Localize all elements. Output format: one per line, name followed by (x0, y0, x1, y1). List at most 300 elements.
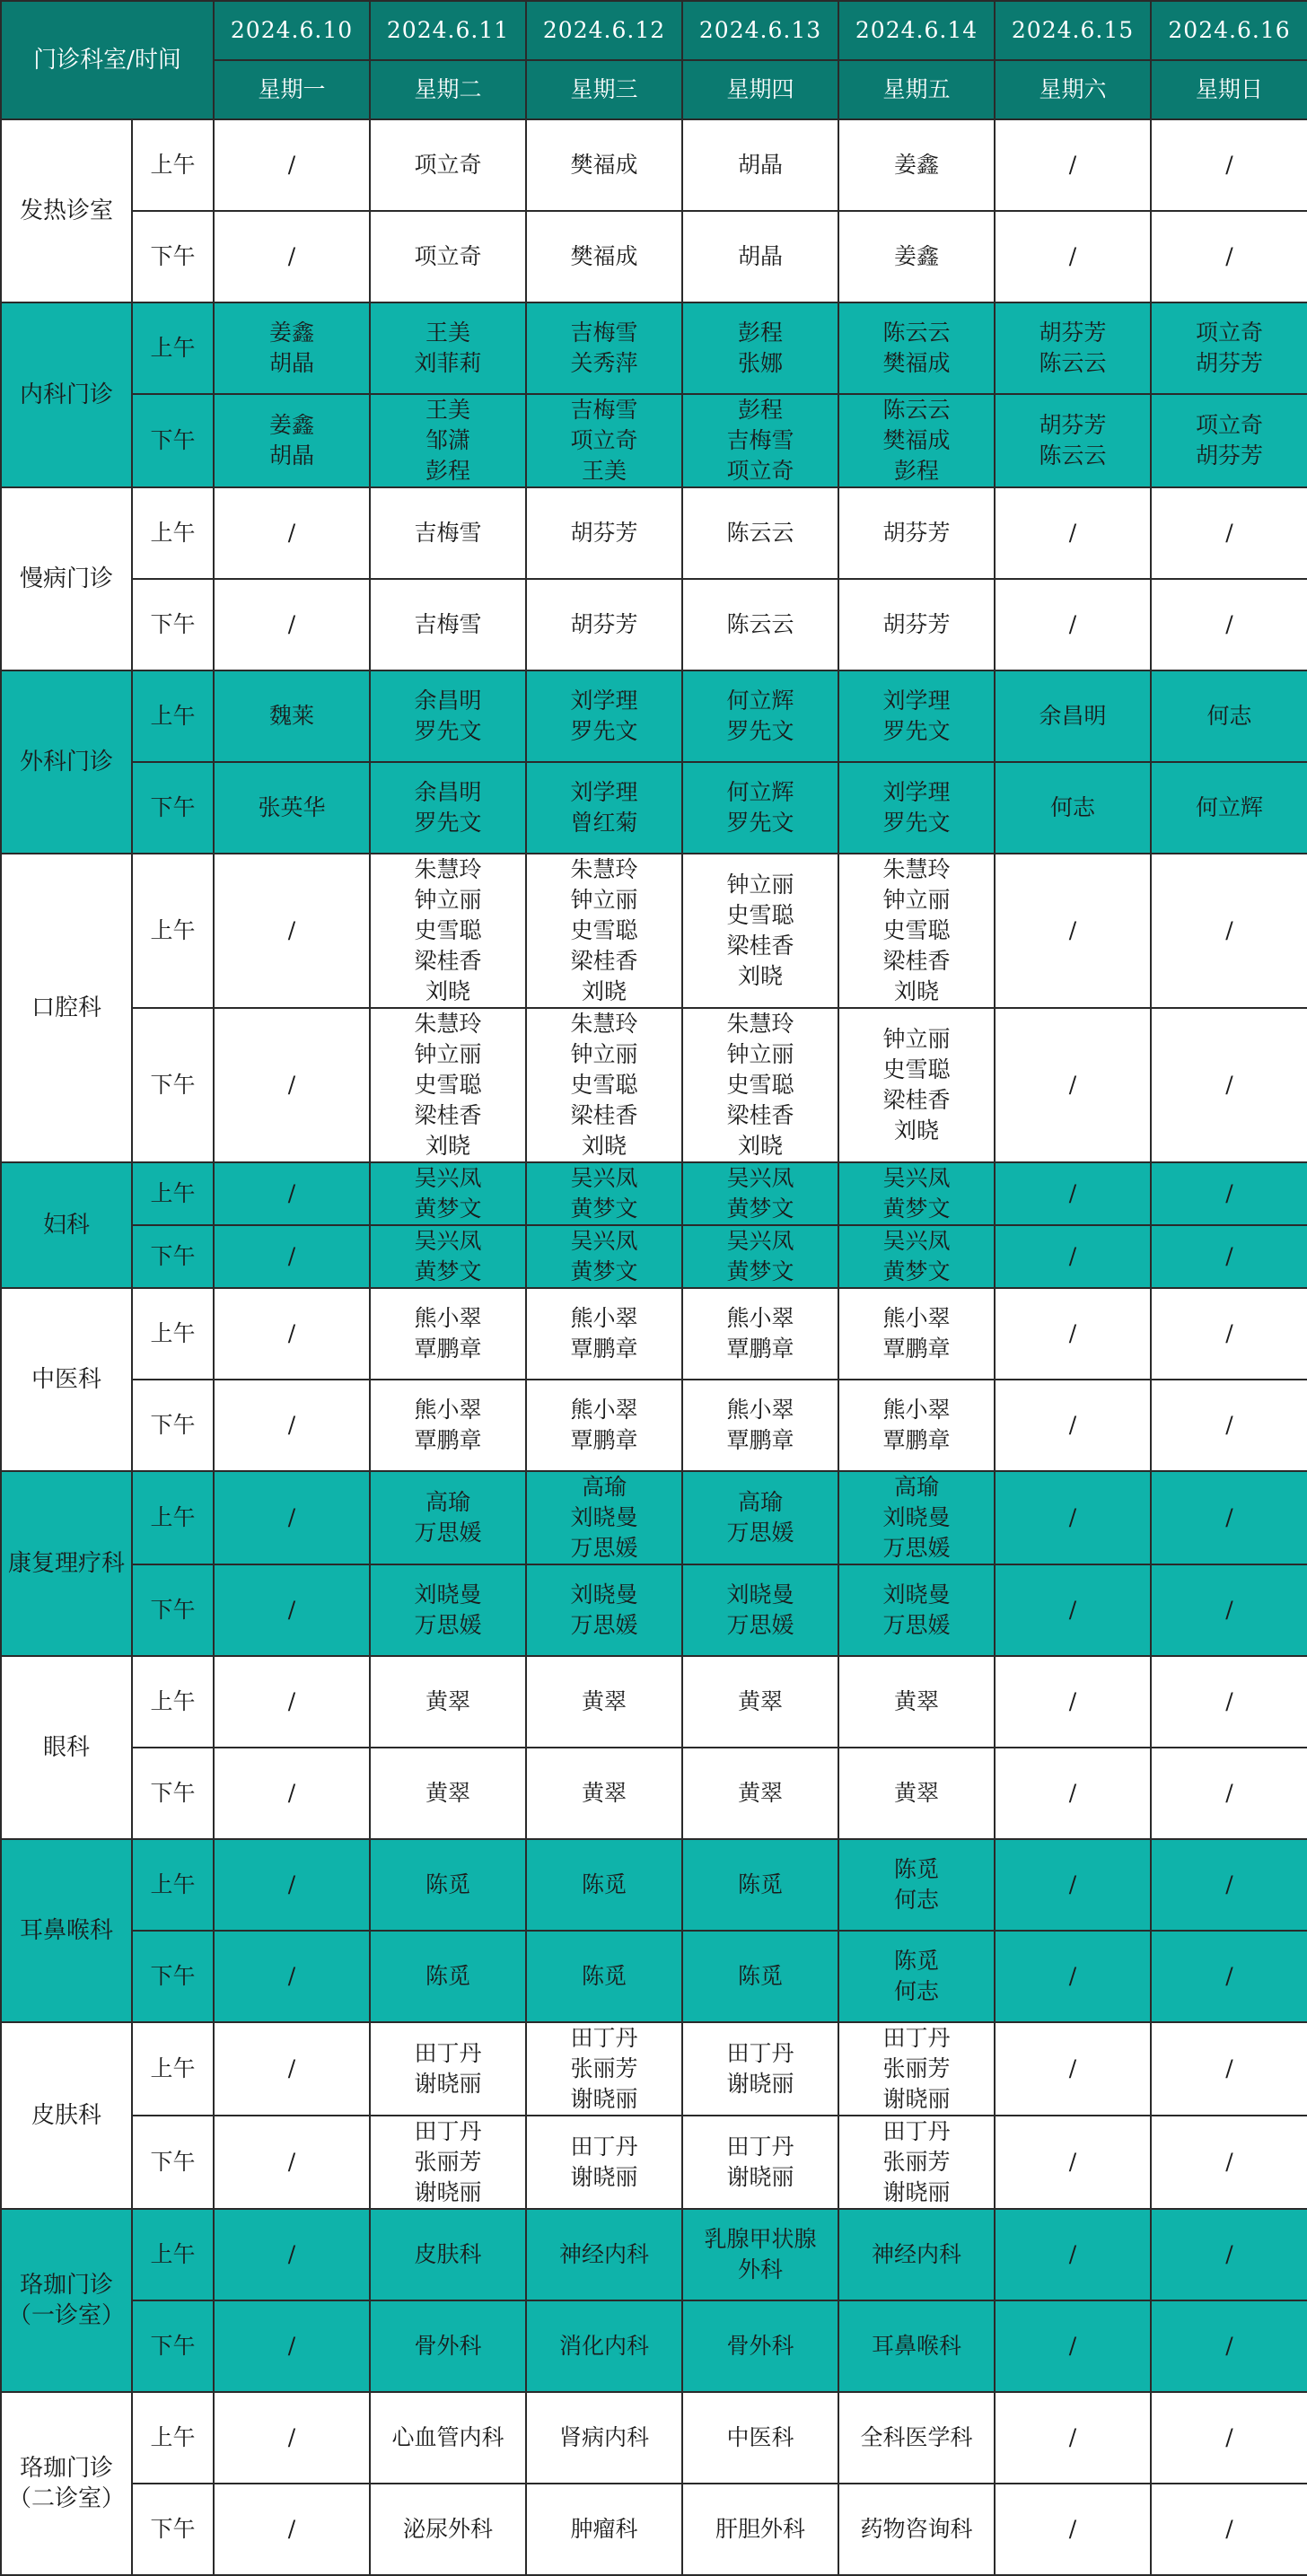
duty-entry: 吉梅雪 (414, 611, 482, 637)
duty-entry: 谢晓丽 (882, 2086, 951, 2112)
duty-entry: 覃鹏章 (570, 1336, 638, 1362)
department-name: 皮肤科 (1, 2022, 132, 2209)
period-label: 下午 (132, 2484, 214, 2575)
duty-entry: 张丽芳 (570, 2055, 638, 2081)
department-name: 康复理疗科 (1, 1471, 132, 1656)
duty-entry: 曾红菊 (570, 810, 638, 836)
duty-entry: 樊福成 (570, 243, 638, 269)
duty-entry: 何立辉 (726, 779, 794, 805)
duty-entry: 肝胆外科 (715, 2516, 806, 2542)
schedule-row (1, 119, 1307, 211)
duty-entry: 谢晓丽 (414, 2071, 482, 2097)
period-label: 上午 (132, 854, 214, 1008)
schedule-row (1, 2116, 1307, 2209)
period-label: 下午 (132, 1008, 214, 1162)
duty-cell (682, 211, 838, 302)
duty-entry: 吉梅雪 (570, 320, 638, 346)
duty-cell (838, 1288, 995, 1380)
duty-entry: 乳腺甲状腺 (704, 2226, 817, 2252)
duty-cell (995, 119, 1151, 211)
duty-entry: 刘晓 (582, 1133, 627, 1159)
duty-entry: / (287, 1243, 296, 1269)
duty-entry: 泌尿外科 (403, 2516, 494, 2542)
duty-cell (1151, 1748, 1307, 1839)
duty-cell (995, 762, 1151, 854)
duty-entry: 何立辉 (726, 688, 794, 714)
schedule-row (1, 302, 1307, 394)
duty-entry: 黄翠 (425, 1688, 471, 1714)
duty-entry: 陈觅 (425, 1963, 471, 1989)
duty-entry: 熊小翠 (570, 1397, 638, 1423)
duty-cell (838, 1162, 995, 1225)
duty-cell (682, 119, 838, 211)
duty-entry: 张丽芳 (882, 2149, 951, 2175)
period-label: 下午 (132, 1225, 214, 1288)
duty-cell (370, 211, 526, 302)
duty-cell (214, 670, 370, 762)
duty-entry: 陈云云 (1039, 442, 1107, 469)
duty-cell (526, 2022, 682, 2116)
duty-entry: 覃鹏章 (882, 1336, 951, 1362)
schedule-row (1, 579, 1307, 670)
duty-entry: 万思媛 (726, 1612, 794, 1638)
duty-entry: 姜鑫 (269, 412, 315, 438)
date-header: 2024.6.15 (995, 1, 1151, 60)
duty-entry: 史雪聪 (726, 902, 794, 928)
duty-cell (526, 1748, 682, 1839)
duty-entry: 高瑜 (738, 1489, 784, 1515)
duty-cell (1151, 1656, 1307, 1748)
duty-cell (995, 670, 1151, 762)
duty-cell (370, 487, 526, 579)
duty-entry: 刘学理 (882, 779, 951, 805)
duty-cell (370, 2209, 526, 2300)
period-label: 上午 (132, 1288, 214, 1380)
duty-entry: / (1068, 1412, 1077, 1438)
duty-entry: 钟立丽 (726, 872, 794, 898)
duty-cell (214, 2022, 370, 2116)
duty-entry: 吉梅雪 (414, 520, 482, 546)
duty-entry: 钟立丽 (882, 887, 951, 913)
period-label: 上午 (132, 1162, 214, 1225)
department-name: 眼科 (1, 1656, 132, 1839)
duty-cell (214, 1008, 370, 1162)
duty-entry: 熊小翠 (414, 1397, 482, 1423)
duty-entry: 黄梦文 (414, 1196, 482, 1222)
schedule-row (1, 1931, 1307, 2022)
duty-entry: / (287, 2516, 296, 2542)
period-label: 下午 (132, 394, 214, 487)
duty-cell (682, 1839, 838, 1931)
duty-entry: 黄梦文 (414, 1258, 482, 1284)
duty-entry: / (1068, 611, 1077, 637)
duty-entry: 陈云云 (1039, 350, 1107, 376)
duty-cell (682, 1288, 838, 1380)
duty-cell (682, 2392, 838, 2484)
duty-entry: 胡晶 (738, 243, 784, 269)
duty-cell (838, 211, 995, 302)
duty-cell (370, 2392, 526, 2484)
schedule-row (1, 487, 1307, 579)
duty-cell (214, 211, 370, 302)
department-name: 珞珈门诊（一诊室） (1, 2209, 132, 2392)
duty-entry: / (287, 1963, 296, 1989)
duty-entry: 肿瘤科 (570, 2516, 638, 2542)
duty-cell (526, 762, 682, 854)
date-header: 2024.6.10 (214, 1, 370, 60)
duty-cell (214, 487, 370, 579)
period-label: 上午 (132, 1656, 214, 1748)
schedule-row (1, 1471, 1307, 1564)
duty-entry: / (287, 1320, 296, 1346)
duty-cell (1151, 1564, 1307, 1656)
duty-entry: 梁桂香 (726, 1102, 794, 1128)
schedule-row (1, 1380, 1307, 1471)
duty-entry: 朱慧玲 (414, 856, 482, 882)
schedule-row (1, 1288, 1307, 1380)
schedule-row (1, 394, 1307, 487)
duty-cell (526, 2300, 682, 2392)
duty-entry: 何志 (894, 1978, 940, 2004)
duty-entry: 黄翠 (582, 1688, 627, 1714)
duty-cell (214, 2300, 370, 2392)
schedule-row (1, 1564, 1307, 1656)
duty-cell (995, 2116, 1151, 2209)
duty-entry: 陈云云 (882, 397, 951, 423)
duty-entry: 黄梦文 (570, 1196, 638, 1222)
duty-entry: 钟立丽 (570, 887, 638, 913)
duty-entry: 万思媛 (882, 1535, 951, 1561)
duty-cell (995, 302, 1151, 394)
duty-entry: / (1225, 2149, 1233, 2175)
duty-entry: 姜鑫 (894, 243, 940, 269)
department-name: 妇科 (1, 1162, 132, 1288)
duty-entry: / (1225, 1072, 1233, 1098)
duty-entry: 黄翠 (425, 1780, 471, 1806)
duty-cell (370, 579, 526, 670)
duty-cell (838, 1748, 995, 1839)
duty-cell (995, 1380, 1151, 1471)
duty-cell (682, 670, 838, 762)
weekday-header: 星期四 (682, 60, 838, 119)
duty-cell (1151, 1931, 1307, 2022)
period-label: 下午 (132, 1931, 214, 2022)
duty-cell (682, 1380, 838, 1471)
duty-cell (1151, 1839, 1307, 1931)
duty-entry: 田丁丹 (414, 2118, 482, 2144)
duty-entry: 谢晓丽 (570, 2086, 638, 2112)
duty-cell (214, 302, 370, 394)
duty-entry: 熊小翠 (882, 1397, 951, 1423)
duty-cell (995, 487, 1151, 579)
duty-cell (682, 1162, 838, 1225)
duty-entry: 陈觅 (894, 1948, 940, 1974)
duty-entry: 外科 (738, 2256, 784, 2282)
duty-cell (526, 670, 682, 762)
duty-entry: 刘晓曼 (570, 1504, 638, 1530)
duty-entry: / (1068, 1243, 1077, 1269)
duty-cell (995, 394, 1151, 487)
duty-cell (526, 1288, 682, 1380)
duty-entry: / (287, 1504, 296, 1530)
duty-entry: 吉梅雪 (726, 427, 794, 453)
duty-entry: 梁桂香 (882, 948, 951, 974)
duty-cell (370, 1288, 526, 1380)
duty-cell (370, 854, 526, 1008)
duty-cell (526, 1656, 682, 1748)
duty-cell (682, 1225, 838, 1288)
duty-entry: 陈觅 (425, 1871, 471, 1897)
duty-entry: 药物咨询科 (860, 2516, 973, 2542)
duty-entry: 黄翠 (738, 1688, 784, 1714)
duty-entry: 吉梅雪 (570, 397, 638, 423)
duty-cell (526, 302, 682, 394)
duty-entry: / (287, 243, 296, 269)
duty-entry: 肾病内科 (559, 2424, 650, 2450)
duty-cell (995, 579, 1151, 670)
duty-entry: 罗先文 (414, 810, 482, 836)
duty-cell (214, 1839, 370, 1931)
duty-entry: 樊福成 (882, 350, 951, 376)
duty-entry: / (1225, 2055, 1233, 2081)
duty-entry: 陈觅 (894, 1856, 940, 1882)
duty-entry: / (1225, 611, 1233, 637)
duty-entry: / (1068, 2516, 1077, 2542)
duty-cell (214, 1564, 370, 1656)
duty-entry: 高瑜 (894, 1474, 940, 1500)
duty-entry: 王美 (425, 397, 471, 423)
duty-entry: 项立奇 (1196, 412, 1264, 438)
duty-entry: 刘晓 (894, 978, 940, 1004)
duty-cell (682, 394, 838, 487)
duty-cell (682, 1564, 838, 1656)
duty-entry: 项立奇 (414, 152, 482, 178)
period-label: 上午 (132, 487, 214, 579)
duty-entry: 胡芬芳 (1039, 412, 1107, 438)
date-header: 2024.6.11 (370, 1, 526, 60)
duty-entry: / (1225, 1504, 1233, 1530)
duty-entry: / (287, 2241, 296, 2267)
duty-cell (995, 854, 1151, 1008)
duty-entry: 田丁丹 (414, 2040, 482, 2066)
period-label: 上午 (132, 302, 214, 394)
duty-entry: 王美 (425, 320, 471, 346)
duty-cell (1151, 762, 1307, 854)
duty-entry: 万思媛 (570, 1612, 638, 1638)
duty-cell (370, 302, 526, 394)
duty-cell (1151, 394, 1307, 487)
duty-entry: 黄梦文 (726, 1196, 794, 1222)
department-name: 内科门诊 (1, 302, 132, 487)
duty-entry: 黄翠 (582, 1780, 627, 1806)
duty-cell (682, 854, 838, 1008)
schedule-row (1, 670, 1307, 762)
schedule-row (1, 2209, 1307, 2300)
duty-entry: 刘晓曼 (414, 1582, 482, 1608)
duty-entry: 彭程 (425, 458, 471, 484)
duty-entry: 黄翠 (894, 1688, 940, 1714)
duty-entry: 胡芬芳 (570, 611, 638, 637)
duty-cell (214, 579, 370, 670)
duty-cell (370, 1380, 526, 1471)
duty-cell (526, 1839, 682, 1931)
duty-cell (370, 1471, 526, 1564)
duty-cell (1151, 2392, 1307, 2484)
duty-entry: 田丁丹 (726, 2040, 794, 2066)
duty-entry: / (287, 2424, 296, 2450)
duty-entry: 心血管内科 (391, 2424, 504, 2450)
duty-cell (995, 1288, 1151, 1380)
duty-entry: 梁桂香 (570, 948, 638, 974)
duty-cell (838, 579, 995, 670)
duty-cell (214, 1162, 370, 1225)
duty-entry: 张丽芳 (882, 2055, 951, 2081)
duty-cell (995, 1748, 1151, 1839)
duty-entry: 史雪聪 (726, 1072, 794, 1098)
duty-entry: 朱慧玲 (570, 856, 638, 882)
duty-entry: / (1068, 1504, 1077, 1530)
duty-cell (1151, 1162, 1307, 1225)
duty-entry: 项立奇 (414, 243, 482, 269)
schedule-row (1, 1162, 1307, 1225)
duty-entry: 刘菲莉 (414, 350, 482, 376)
duty-cell (838, 1225, 995, 1288)
duty-cell (370, 1656, 526, 1748)
duty-entry: 黄梦文 (882, 1196, 951, 1222)
duty-entry: 刘学理 (882, 688, 951, 714)
duty-entry: / (1068, 917, 1077, 943)
duty-entry: 田丁丹 (882, 2118, 951, 2144)
weekday-header: 星期六 (995, 60, 1151, 119)
duty-cell (995, 1471, 1151, 1564)
duty-cell (1151, 2300, 1307, 2392)
duty-cell (838, 1380, 995, 1471)
duty-cell (838, 670, 995, 762)
duty-entry: 樊福成 (882, 427, 951, 453)
date-header: 2024.6.13 (682, 1, 838, 60)
duty-entry: 史雪聪 (882, 917, 951, 943)
duty-entry: / (1068, 2149, 1077, 2175)
duty-cell (838, 1471, 995, 1564)
duty-cell (1151, 2022, 1307, 2116)
duty-entry: / (287, 2333, 296, 2359)
duty-cell (995, 1564, 1151, 1656)
duty-entry: 覃鹏章 (726, 1336, 794, 1362)
duty-entry: 陈觅 (582, 1963, 627, 1989)
duty-cell (214, 119, 370, 211)
duty-entry: 陈觅 (738, 1963, 784, 1989)
duty-entry: 万思媛 (882, 1612, 951, 1638)
duty-entry: 吴兴凤 (414, 1228, 482, 1254)
duty-cell (682, 2116, 838, 2209)
duty-entry: 史雪聪 (570, 917, 638, 943)
duty-cell (682, 302, 838, 394)
duty-entry: 高瑜 (425, 1489, 471, 1515)
duty-entry: / (1068, 1320, 1077, 1346)
duty-cell (995, 1225, 1151, 1288)
duty-cell (682, 1471, 838, 1564)
duty-entry: 钟立丽 (414, 1041, 482, 1067)
period-label: 下午 (132, 762, 214, 854)
duty-cell (214, 762, 370, 854)
duty-entry: 胡晶 (738, 152, 784, 178)
duty-entry: 骨外科 (414, 2333, 482, 2359)
department-name: 慢病门诊 (1, 487, 132, 670)
duty-entry: 魏莱 (269, 703, 315, 729)
duty-entry: / (287, 917, 296, 943)
duty-cell (682, 762, 838, 854)
duty-entry: 罗先文 (570, 718, 638, 744)
duty-entry: / (1068, 2333, 1077, 2359)
duty-cell (995, 2392, 1151, 2484)
duty-cell (1151, 1380, 1307, 1471)
duty-entry: 刘晓 (425, 1133, 471, 1159)
duty-cell (1151, 1471, 1307, 1564)
duty-entry: / (1068, 1072, 1077, 1098)
duty-entry: / (287, 1871, 296, 1897)
duty-cell (214, 1288, 370, 1380)
duty-entry: 刘晓曼 (882, 1582, 951, 1608)
duty-entry: 史雪聪 (570, 1072, 638, 1098)
duty-entry: 罗先文 (882, 718, 951, 744)
duty-entry: 刘晓曼 (570, 1582, 638, 1608)
duty-cell (370, 762, 526, 854)
duty-entry: 钟立丽 (414, 887, 482, 913)
period-label: 下午 (132, 579, 214, 670)
duty-entry: 皮肤科 (414, 2241, 482, 2267)
period-label: 上午 (132, 119, 214, 211)
department-name: 发热诊室 (1, 119, 132, 302)
schedule-row (1, 211, 1307, 302)
schedule-row (1, 1748, 1307, 1839)
duty-cell (370, 1564, 526, 1656)
schedule-row (1, 854, 1307, 1008)
duty-cell (1151, 2209, 1307, 2300)
duty-cell (682, 2300, 838, 2392)
duty-entry: 全科医学科 (860, 2424, 973, 2450)
duty-entry: 消化内科 (559, 2333, 650, 2359)
duty-cell (370, 670, 526, 762)
duty-entry: 刘晓曼 (882, 1504, 951, 1530)
duty-cell (1151, 487, 1307, 579)
duty-entry: 史雪聪 (414, 1072, 482, 1098)
duty-entry: 项立奇 (726, 458, 794, 484)
duty-entry: 何志 (894, 1887, 940, 1913)
corner-header: 门诊科室/时间 (1, 1, 214, 119)
duty-cell (526, 2116, 682, 2209)
duty-cell (1151, 1225, 1307, 1288)
duty-entry: / (1225, 152, 1233, 178)
duty-entry: 熊小翠 (414, 1305, 482, 1331)
duty-cell (526, 487, 682, 579)
duty-cell (214, 1656, 370, 1748)
period-label: 下午 (132, 1564, 214, 1656)
duty-cell (838, 1008, 995, 1162)
duty-entry: / (1225, 520, 1233, 546)
duty-entry: 熊小翠 (726, 1305, 794, 1331)
duty-entry: / (287, 1180, 296, 1206)
period-label: 下午 (132, 211, 214, 302)
weekday-header: 星期三 (526, 60, 682, 119)
duty-entry: 朱慧玲 (882, 856, 951, 882)
duty-entry: 熊小翠 (570, 1305, 638, 1331)
duty-cell (526, 211, 682, 302)
duty-entry: 高瑜 (582, 1474, 627, 1500)
duty-cell (682, 2209, 838, 2300)
duty-cell (370, 1748, 526, 1839)
duty-cell (995, 211, 1151, 302)
duty-cell (838, 487, 995, 579)
